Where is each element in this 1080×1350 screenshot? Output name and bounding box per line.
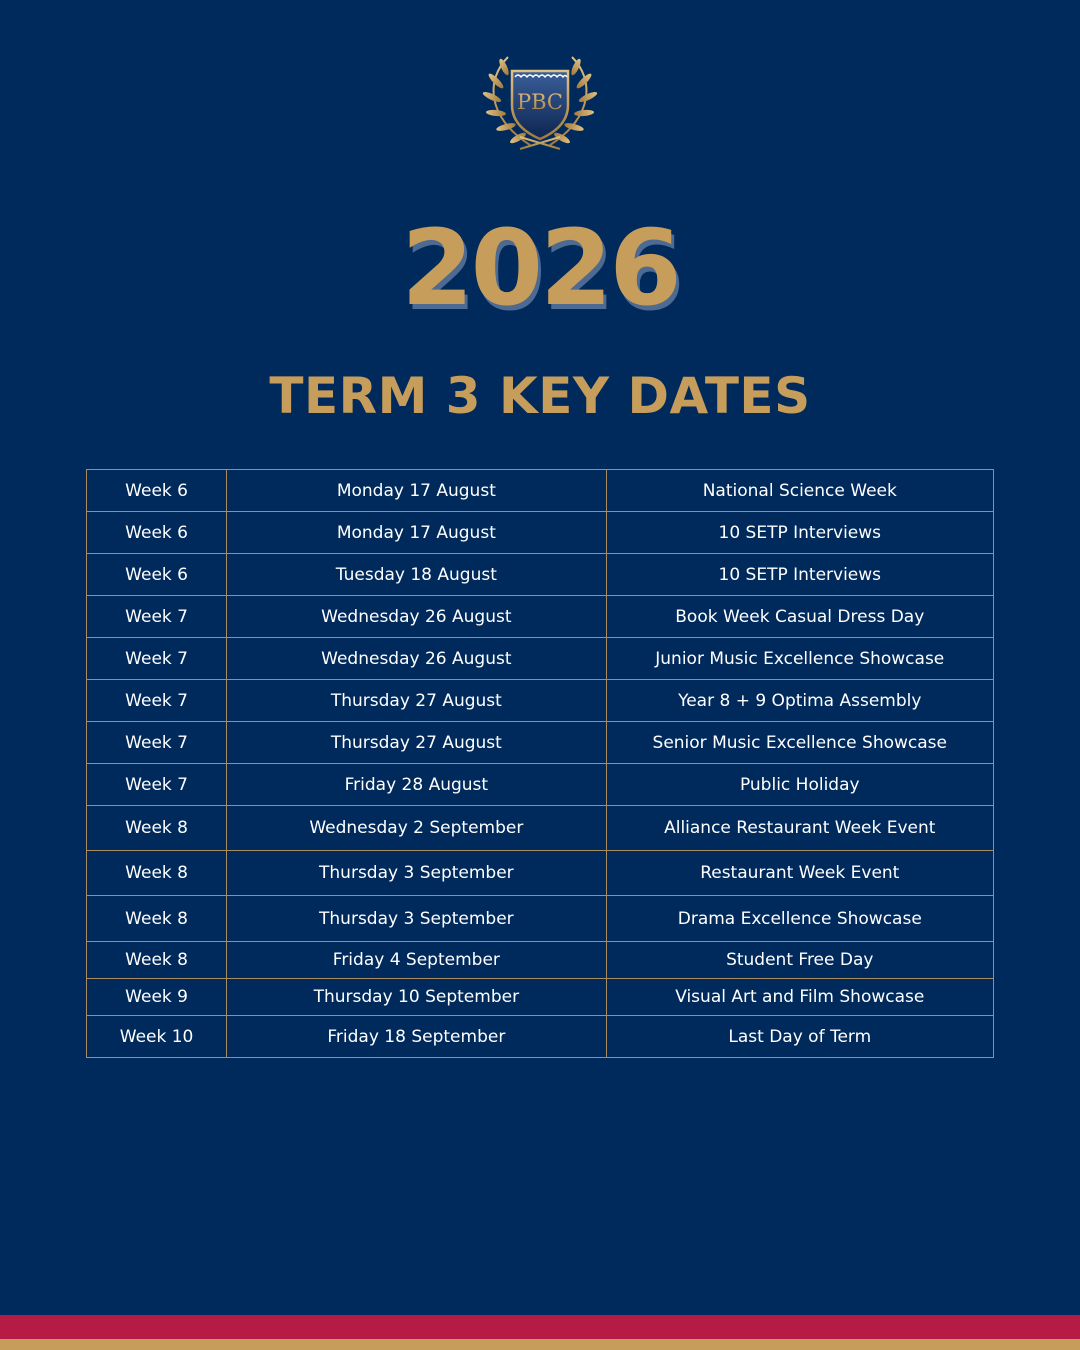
table-row — [87, 851, 994, 896]
table-row — [87, 470, 994, 512]
event-cell: Restaurant Week Event — [606, 851, 993, 896]
footer-stripe-red — [0, 1315, 1080, 1339]
table-row — [87, 1016, 994, 1058]
week-cell: Week 7 — [87, 596, 227, 638]
key-dates-table — [86, 469, 994, 1058]
event-cell: Public Holiday — [606, 764, 993, 806]
table-row — [87, 979, 994, 1016]
event-cell: Alliance Restaurant Week Event — [606, 806, 993, 851]
table-row — [87, 942, 994, 979]
event-cell: National Science Week — [606, 470, 993, 512]
event-cell: Year 8 + 9 Optima Assembly — [606, 680, 993, 722]
date-cell: Thursday 27 August — [227, 680, 606, 722]
event-cell: Junior Music Excellence Showcase — [606, 638, 993, 680]
year-heading: 2026 — [401, 207, 679, 329]
date-cell: Friday 18 September — [227, 1016, 606, 1058]
date-cell: Tuesday 18 August — [227, 554, 606, 596]
event-cell: 10 SETP Interviews — [606, 554, 993, 596]
date-cell: Monday 17 August — [227, 470, 606, 512]
date-cell: Thursday 3 September — [227, 896, 606, 942]
date-cell: Thursday 27 August — [227, 722, 606, 764]
date-cell: Wednesday 26 August — [227, 596, 606, 638]
week-cell: Week 8 — [87, 806, 227, 851]
table-row — [87, 638, 994, 680]
event-cell: Visual Art and Film Showcase — [606, 979, 993, 1016]
table-row — [87, 680, 994, 722]
week-cell: Week 7 — [87, 722, 227, 764]
week-cell: Week 7 — [87, 680, 227, 722]
event-cell: Drama Excellence Showcase — [606, 896, 993, 942]
table-row — [87, 764, 994, 806]
week-cell: Week 9 — [87, 979, 227, 1016]
footer-stripe-gold — [0, 1339, 1080, 1350]
table-row — [87, 554, 994, 596]
week-cell: Week 7 — [87, 764, 227, 806]
table-row — [87, 596, 994, 638]
week-cell: Week 6 — [87, 470, 227, 512]
week-cell: Week 8 — [87, 851, 227, 896]
table-row — [87, 806, 994, 851]
date-cell: Friday 28 August — [227, 764, 606, 806]
week-cell: Week 6 — [87, 512, 227, 554]
event-cell: Student Free Day — [606, 942, 993, 979]
week-cell: Week 10 — [87, 1016, 227, 1058]
event-cell: Senior Music Excellence Showcase — [606, 722, 993, 764]
event-cell: 10 SETP Interviews — [606, 512, 993, 554]
date-cell: Wednesday 26 August — [227, 638, 606, 680]
event-cell: Last Day of Term — [606, 1016, 993, 1058]
logo-text: PBC — [516, 90, 564, 114]
date-cell: Friday 4 September — [227, 942, 606, 979]
week-cell: Week 8 — [87, 896, 227, 942]
date-cell: Thursday 3 September — [227, 851, 606, 896]
week-cell: Week 7 — [87, 638, 227, 680]
week-cell: Week 8 — [87, 942, 227, 979]
week-cell: Week 6 — [87, 554, 227, 596]
table-row — [87, 512, 994, 554]
date-cell: Wednesday 2 September — [227, 806, 606, 851]
table-row — [87, 722, 994, 764]
table-row — [87, 896, 994, 942]
pbc-crest-logo — [480, 45, 600, 155]
date-cell: Monday 17 August — [227, 512, 606, 554]
page-title: TERM 3 KEY DATES — [269, 367, 811, 425]
event-cell: Book Week Casual Dress Day — [606, 596, 993, 638]
date-cell: Thursday 10 September — [227, 979, 606, 1016]
